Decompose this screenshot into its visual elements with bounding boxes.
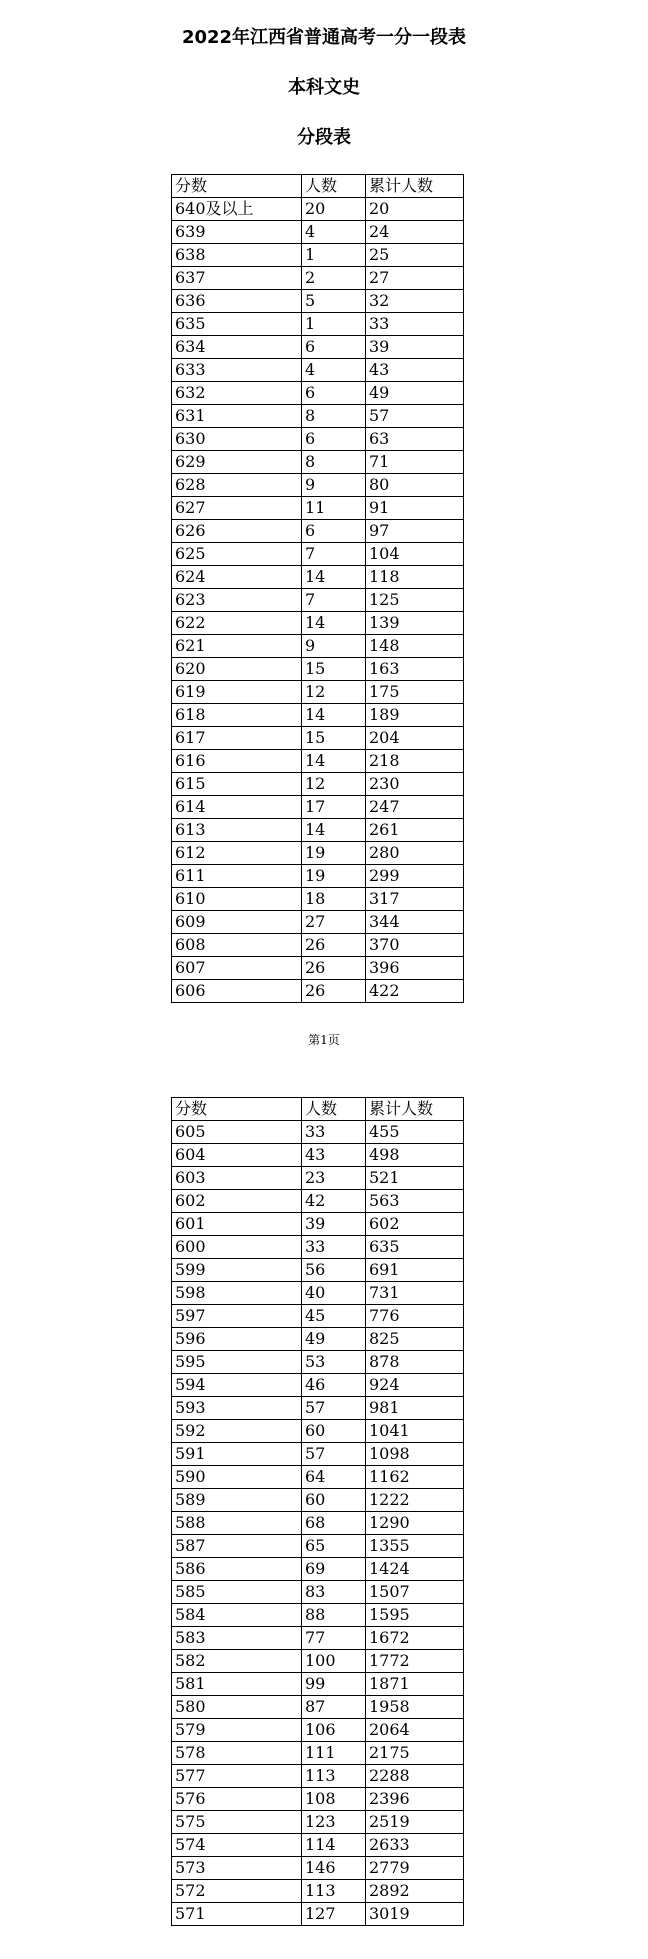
table-row (172, 1719, 464, 1742)
table-row (172, 1282, 464, 1305)
cell-score: 634 (172, 336, 302, 359)
table-row (172, 796, 464, 819)
cell-count: 6 (302, 382, 366, 405)
cell-cumulative: 104 (366, 543, 464, 566)
table-row (172, 980, 464, 1003)
cell-cumulative: 261 (366, 819, 464, 842)
cell-count: 57 (302, 1397, 366, 1420)
cell-cumulative: 63 (366, 428, 464, 451)
table-row (172, 267, 464, 290)
table-row (172, 1673, 464, 1696)
cell-count: 69 (302, 1558, 366, 1581)
cell-count: 65 (302, 1535, 366, 1558)
cell-score: 577 (172, 1765, 302, 1788)
table-row (172, 474, 464, 497)
cell-cumulative: 24 (366, 221, 464, 244)
cell-count: 68 (302, 1512, 366, 1535)
cell-cumulative: 2633 (366, 1834, 464, 1857)
table-row (172, 221, 464, 244)
cell-score: 600 (172, 1236, 302, 1259)
cell-count: 11 (302, 497, 366, 520)
cell-count: 114 (302, 1834, 366, 1857)
cell-count: 33 (302, 1236, 366, 1259)
cell-cumulative: 49 (366, 382, 464, 405)
table-row (172, 1374, 464, 1397)
cell-cumulative: 80 (366, 474, 464, 497)
cell-cumulative: 163 (366, 658, 464, 681)
header-score: 分数 (172, 1098, 302, 1121)
cell-count: 1 (302, 244, 366, 267)
cell-cumulative: 2396 (366, 1788, 464, 1811)
table-row (172, 1351, 464, 1374)
cell-cumulative: 691 (366, 1259, 464, 1282)
table-row (172, 497, 464, 520)
table-row (172, 1811, 464, 1834)
cell-cumulative: 563 (366, 1190, 464, 1213)
cell-count: 20 (302, 198, 366, 221)
table-row (172, 865, 464, 888)
cell-score: 579 (172, 1719, 302, 1742)
cell-cumulative: 1041 (366, 1420, 464, 1443)
table-header-row (172, 175, 464, 198)
cell-score: 639 (172, 221, 302, 244)
table-row (172, 1880, 464, 1903)
cell-count: 4 (302, 221, 366, 244)
table-row (172, 888, 464, 911)
cell-cumulative: 635 (366, 1236, 464, 1259)
cell-cumulative: 924 (366, 1374, 464, 1397)
cell-cumulative: 1355 (366, 1535, 464, 1558)
cell-count: 2 (302, 267, 366, 290)
cell-score: 610 (172, 888, 302, 911)
table-row (172, 1167, 464, 1190)
cell-cumulative: 230 (366, 773, 464, 796)
cell-score: 633 (172, 359, 302, 382)
cell-score: 583 (172, 1627, 302, 1650)
cell-cumulative: 2175 (366, 1742, 464, 1765)
table-row (172, 1466, 464, 1489)
cell-cumulative: 1772 (366, 1650, 464, 1673)
cell-score: 617 (172, 727, 302, 750)
page-number: 第1页 (308, 1033, 340, 1047)
cell-score: 631 (172, 405, 302, 428)
cell-count: 14 (302, 750, 366, 773)
cell-score: 618 (172, 704, 302, 727)
table-row (172, 1604, 464, 1627)
cell-count: 5 (302, 290, 366, 313)
cell-count: 64 (302, 1466, 366, 1489)
cell-score: 575 (172, 1811, 302, 1834)
cell-score: 582 (172, 1650, 302, 1673)
cell-score: 623 (172, 589, 302, 612)
table-header-row (172, 1098, 464, 1121)
header-cumulative: 累计人数 (366, 175, 464, 198)
cell-score: 606 (172, 980, 302, 1003)
cell-cumulative: 1290 (366, 1512, 464, 1535)
cell-score: 602 (172, 1190, 302, 1213)
cell-score: 613 (172, 819, 302, 842)
cell-count: 14 (302, 612, 366, 635)
cell-score: 620 (172, 658, 302, 681)
cell-cumulative: 57 (366, 405, 464, 428)
cell-score: 571 (172, 1903, 302, 1926)
cell-score: 630 (172, 428, 302, 451)
score-table-page-1 (171, 174, 464, 1003)
table-row (172, 1259, 464, 1282)
cell-count: 7 (302, 543, 366, 566)
cell-cumulative: 2519 (366, 1811, 464, 1834)
cell-count: 46 (302, 1374, 366, 1397)
cell-score: 629 (172, 451, 302, 474)
table-row (172, 612, 464, 635)
cell-count: 127 (302, 1903, 366, 1926)
cell-count: 87 (302, 1696, 366, 1719)
table-row (172, 1834, 464, 1857)
cell-cumulative: 1958 (366, 1696, 464, 1719)
cell-count: 12 (302, 773, 366, 796)
cell-cumulative: 1162 (366, 1466, 464, 1489)
cell-score: 591 (172, 1443, 302, 1466)
cell-score: 614 (172, 796, 302, 819)
table-row (172, 704, 464, 727)
cell-cumulative: 422 (366, 980, 464, 1003)
cell-cumulative: 498 (366, 1144, 464, 1167)
cell-cumulative: 39 (366, 336, 464, 359)
cell-cumulative: 25 (366, 244, 464, 267)
table-row (172, 290, 464, 313)
cell-score: 584 (172, 1604, 302, 1627)
cell-score: 604 (172, 1144, 302, 1167)
cell-count: 43 (302, 1144, 366, 1167)
cell-cumulative: 27 (366, 267, 464, 290)
cell-count: 53 (302, 1351, 366, 1374)
table-row (172, 382, 464, 405)
cell-score: 624 (172, 566, 302, 589)
cell-count: 60 (302, 1420, 366, 1443)
cell-count: 7 (302, 589, 366, 612)
cell-cumulative: 981 (366, 1397, 464, 1420)
header-count: 人数 (302, 1098, 366, 1121)
cell-cumulative: 370 (366, 934, 464, 957)
cell-cumulative: 247 (366, 796, 464, 819)
header-score: 分数 (172, 175, 302, 198)
cell-score: 603 (172, 1167, 302, 1190)
cell-cumulative: 825 (366, 1328, 464, 1351)
cell-cumulative: 317 (366, 888, 464, 911)
cell-cumulative: 521 (366, 1167, 464, 1190)
cell-count: 17 (302, 796, 366, 819)
cell-count: 40 (302, 1282, 366, 1305)
cell-cumulative: 3019 (366, 1903, 464, 1926)
cell-cumulative: 148 (366, 635, 464, 658)
cell-cumulative: 280 (366, 842, 464, 865)
cell-score: 611 (172, 865, 302, 888)
cell-count: 14 (302, 704, 366, 727)
table-row (172, 842, 464, 865)
cell-count: 39 (302, 1213, 366, 1236)
cell-score: 640及以上 (172, 198, 302, 221)
table-row (172, 658, 464, 681)
cell-score: 625 (172, 543, 302, 566)
cell-cumulative: 91 (366, 497, 464, 520)
table-row (172, 244, 464, 267)
cell-cumulative: 125 (366, 589, 464, 612)
table-row (172, 1903, 464, 1926)
score-table-page-2 (171, 1097, 464, 1926)
cell-cumulative: 1424 (366, 1558, 464, 1581)
cell-cumulative: 602 (366, 1213, 464, 1236)
cell-count: 108 (302, 1788, 366, 1811)
cell-score: 589 (172, 1489, 302, 1512)
cell-cumulative: 33 (366, 313, 464, 336)
cell-cumulative: 2779 (366, 1857, 464, 1880)
cell-count: 146 (302, 1857, 366, 1880)
cell-count: 26 (302, 957, 366, 980)
cell-count: 8 (302, 405, 366, 428)
table-row (172, 1489, 464, 1512)
cell-score: 580 (172, 1696, 302, 1719)
cell-count: 19 (302, 865, 366, 888)
cell-count: 49 (302, 1328, 366, 1351)
cell-count: 111 (302, 1742, 366, 1765)
cell-score: 599 (172, 1259, 302, 1282)
document-title: 2022年江西省普通高考一分一段表 (181, 27, 467, 48)
cell-cumulative: 2064 (366, 1719, 464, 1742)
cell-score: 616 (172, 750, 302, 773)
cell-score: 628 (172, 474, 302, 497)
cell-score: 638 (172, 244, 302, 267)
cell-score: 590 (172, 1466, 302, 1489)
cell-score: 595 (172, 1351, 302, 1374)
cell-count: 9 (302, 635, 366, 658)
cell-score: 632 (172, 382, 302, 405)
cell-score: 619 (172, 681, 302, 704)
cell-score: 578 (172, 1742, 302, 1765)
table-row (172, 957, 464, 980)
cell-cumulative: 396 (366, 957, 464, 980)
table-row (172, 566, 464, 589)
table-row (172, 750, 464, 773)
cell-count: 15 (302, 727, 366, 750)
table-row (172, 336, 464, 359)
cell-score: 576 (172, 1788, 302, 1811)
cell-count: 9 (302, 474, 366, 497)
table-row (172, 635, 464, 658)
cell-cumulative: 455 (366, 1121, 464, 1144)
cell-count: 14 (302, 819, 366, 842)
table-row (172, 1190, 464, 1213)
cell-count: 100 (302, 1650, 366, 1673)
cell-score: 608 (172, 934, 302, 957)
cell-count: 56 (302, 1259, 366, 1282)
cell-score: 585 (172, 1581, 302, 1604)
cell-count: 113 (302, 1880, 366, 1903)
cell-cumulative: 1871 (366, 1673, 464, 1696)
table-row (172, 681, 464, 704)
cell-score: 605 (172, 1121, 302, 1144)
cell-score: 612 (172, 842, 302, 865)
cell-cumulative: 1098 (366, 1443, 464, 1466)
section-title: 分段表 (297, 127, 351, 148)
cell-score: 615 (172, 773, 302, 796)
table-row (172, 1535, 464, 1558)
cell-count: 123 (302, 1811, 366, 1834)
cell-count: 113 (302, 1765, 366, 1788)
table-row (172, 1236, 464, 1259)
cell-count: 60 (302, 1489, 366, 1512)
cell-cumulative: 878 (366, 1351, 464, 1374)
cell-cumulative: 1672 (366, 1627, 464, 1650)
cell-score: 581 (172, 1673, 302, 1696)
table-row (172, 1558, 464, 1581)
document-subtitle: 本科文史 (288, 77, 360, 98)
cell-count: 33 (302, 1121, 366, 1144)
table-row (172, 1765, 464, 1788)
cell-score: 637 (172, 267, 302, 290)
table-row (172, 934, 464, 957)
table-row (172, 1144, 464, 1167)
table-row (172, 1650, 464, 1673)
table-row (172, 198, 464, 221)
cell-count: 26 (302, 980, 366, 1003)
cell-cumulative: 776 (366, 1305, 464, 1328)
cell-count: 99 (302, 1673, 366, 1696)
table-row (172, 1696, 464, 1719)
cell-cumulative: 218 (366, 750, 464, 773)
cell-count: 26 (302, 934, 366, 957)
cell-cumulative: 731 (366, 1282, 464, 1305)
cell-count: 8 (302, 451, 366, 474)
cell-score: 627 (172, 497, 302, 520)
table-row (172, 428, 464, 451)
cell-count: 83 (302, 1581, 366, 1604)
cell-cumulative: 1595 (366, 1604, 464, 1627)
cell-count: 12 (302, 681, 366, 704)
cell-cumulative: 71 (366, 451, 464, 474)
cell-cumulative: 204 (366, 727, 464, 750)
cell-count: 6 (302, 336, 366, 359)
header-count: 人数 (302, 175, 366, 198)
table-row (172, 543, 464, 566)
table-row (172, 589, 464, 612)
cell-count: 14 (302, 566, 366, 589)
table-row (172, 819, 464, 842)
table-row (172, 1305, 464, 1328)
cell-count: 1 (302, 313, 366, 336)
cell-count: 88 (302, 1604, 366, 1627)
cell-cumulative: 299 (366, 865, 464, 888)
table-row (172, 1121, 464, 1144)
table-row (172, 1627, 464, 1650)
cell-cumulative: 2892 (366, 1880, 464, 1903)
cell-count: 27 (302, 911, 366, 934)
cell-score: 588 (172, 1512, 302, 1535)
cell-score: 593 (172, 1397, 302, 1420)
cell-cumulative: 2288 (366, 1765, 464, 1788)
table-row (172, 1581, 464, 1604)
cell-score: 598 (172, 1282, 302, 1305)
cell-count: 6 (302, 520, 366, 543)
table-row (172, 313, 464, 336)
table-row (172, 773, 464, 796)
table-row (172, 1420, 464, 1443)
cell-score: 635 (172, 313, 302, 336)
table-row (172, 1328, 464, 1351)
cell-count: 4 (302, 359, 366, 382)
cell-count: 57 (302, 1443, 366, 1466)
cell-cumulative: 189 (366, 704, 464, 727)
cell-score: 572 (172, 1880, 302, 1903)
cell-count: 6 (302, 428, 366, 451)
cell-score: 609 (172, 911, 302, 934)
cell-score: 594 (172, 1374, 302, 1397)
cell-cumulative: 32 (366, 290, 464, 313)
cell-count: 77 (302, 1627, 366, 1650)
cell-cumulative: 1507 (366, 1581, 464, 1604)
cell-score: 586 (172, 1558, 302, 1581)
cell-count: 106 (302, 1719, 366, 1742)
cell-cumulative: 97 (366, 520, 464, 543)
table-row (172, 359, 464, 382)
cell-count: 23 (302, 1167, 366, 1190)
table-row (172, 1512, 464, 1535)
cell-score: 592 (172, 1420, 302, 1443)
table-row (172, 1443, 464, 1466)
cell-cumulative: 1222 (366, 1489, 464, 1512)
cell-score: 573 (172, 1857, 302, 1880)
cell-count: 42 (302, 1190, 366, 1213)
table-row (172, 451, 464, 474)
cell-score: 574 (172, 1834, 302, 1857)
cell-score: 601 (172, 1213, 302, 1236)
table-row (172, 1857, 464, 1880)
table-row (172, 520, 464, 543)
cell-score: 597 (172, 1305, 302, 1328)
cell-score: 626 (172, 520, 302, 543)
cell-cumulative: 344 (366, 911, 464, 934)
table-row (172, 911, 464, 934)
cell-count: 19 (302, 842, 366, 865)
table-row (172, 1742, 464, 1765)
cell-score: 607 (172, 957, 302, 980)
cell-score: 621 (172, 635, 302, 658)
table-row (172, 405, 464, 428)
table-row (172, 1213, 464, 1236)
cell-cumulative: 43 (366, 359, 464, 382)
cell-count: 45 (302, 1305, 366, 1328)
cell-count: 15 (302, 658, 366, 681)
cell-score: 596 (172, 1328, 302, 1351)
cell-count: 18 (302, 888, 366, 911)
cell-cumulative: 20 (366, 198, 464, 221)
header-cumulative: 累计人数 (366, 1098, 464, 1121)
table-row (172, 1397, 464, 1420)
cell-cumulative: 118 (366, 566, 464, 589)
cell-cumulative: 139 (366, 612, 464, 635)
cell-cumulative: 175 (366, 681, 464, 704)
cell-score: 587 (172, 1535, 302, 1558)
cell-score: 622 (172, 612, 302, 635)
table-row (172, 727, 464, 750)
cell-score: 636 (172, 290, 302, 313)
table-row (172, 1788, 464, 1811)
